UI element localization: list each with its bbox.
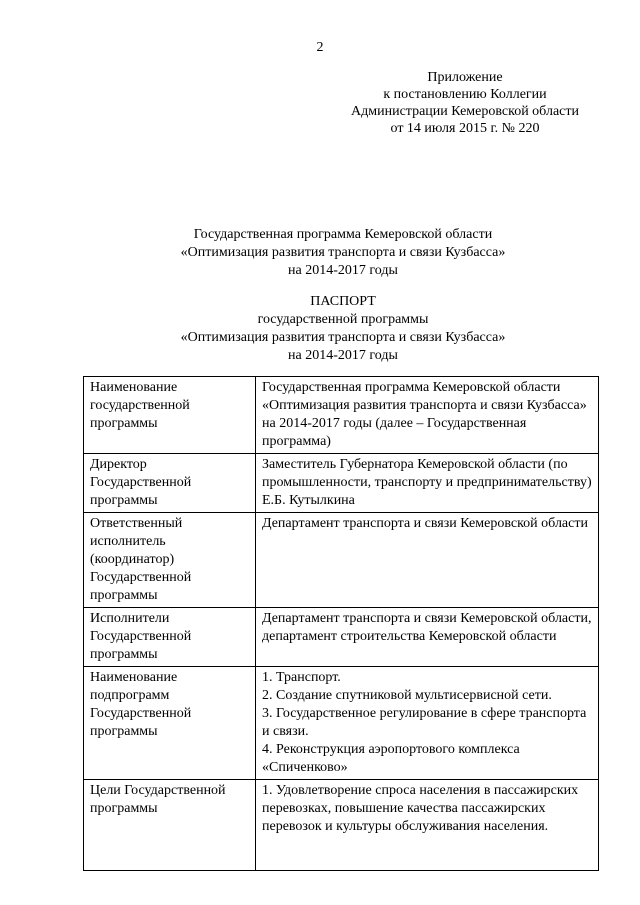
program-title	[0, 226, 640, 280]
program-title-line: Государственная программа Кемеровской области	[193, 227, 493, 242]
subprogram-item: 4. Реконструкция аэропортового комплекса «Спиченково»	[262, 742, 520, 775]
subprogram-item: 1. Транспорт.	[262, 670, 341, 685]
row-label: Исполнители Государственной программы	[84, 608, 256, 667]
passport-table	[83, 376, 599, 871]
appendix-line: к постановлению Коллегии	[383, 87, 547, 102]
appendix-line: Администрации Кемеровской области	[351, 104, 579, 119]
row-value-list	[256, 667, 599, 780]
row-label: Наименование подпрограмм Государственной программы	[84, 667, 256, 780]
passport-title-line: государственной программы	[257, 312, 429, 327]
row-label: Директор Государственной программы	[84, 454, 256, 513]
program-title-line: на 2014-2017 годы	[288, 263, 398, 278]
passport-title	[0, 293, 640, 365]
table-row	[84, 608, 599, 667]
table-row	[84, 377, 599, 454]
row-value: 1. Удовлетворение спроса населения в пассажирских перевозках, повышение качества пассажирских перевозок и культуры обслуживания населения.	[256, 780, 599, 871]
subprogram-item: 2. Создание спутниковой мультисервисной сети.	[262, 688, 552, 703]
passport-title-line: на 2014-2017 годы	[288, 348, 398, 363]
passport-title-line: ПАСПОРТ	[310, 294, 376, 309]
row-value: Заместитель Губернатора Кемеровской области (по промышленности, транспорту и предпринимательству) Е.Б. Кутылкина	[256, 454, 599, 513]
row-value: Департамент транспорта и связи Кемеровской области, департамент строительства Кемеровской области	[256, 608, 599, 667]
table-row	[84, 667, 599, 780]
appendix-line: от 14 июля 2015 г. № 220	[390, 121, 540, 136]
row-label: Цели Государственной программы	[84, 780, 256, 871]
row-value: Государственная программа Кемеровской области «Оптимизация развития транспорта и связи Кузбасса» на 2014-2017 годы (далее – Государственная программа)	[256, 377, 599, 454]
row-label: Ответственный исполнитель (координатор) Государственной программы	[84, 513, 256, 608]
subprogram-item: 3. Государственное регулирование в сфере транспорта и связи.	[262, 706, 587, 739]
table-row	[84, 513, 599, 608]
table-row	[84, 780, 599, 871]
appendix-line: Приложение	[427, 70, 503, 85]
row-label: Наименование государственной программы	[84, 377, 256, 454]
page-number: 2	[316, 40, 324, 55]
row-value: Департамент транспорта и связи Кемеровской области	[256, 513, 599, 608]
appendix-header	[330, 69, 600, 137]
table-row	[84, 454, 599, 513]
program-title-line: «Оптимизация развития транспорта и связи Кузбасса»	[180, 245, 506, 260]
passport-title-line: «Оптимизация развития транспорта и связи Кузбасса»	[180, 330, 506, 345]
